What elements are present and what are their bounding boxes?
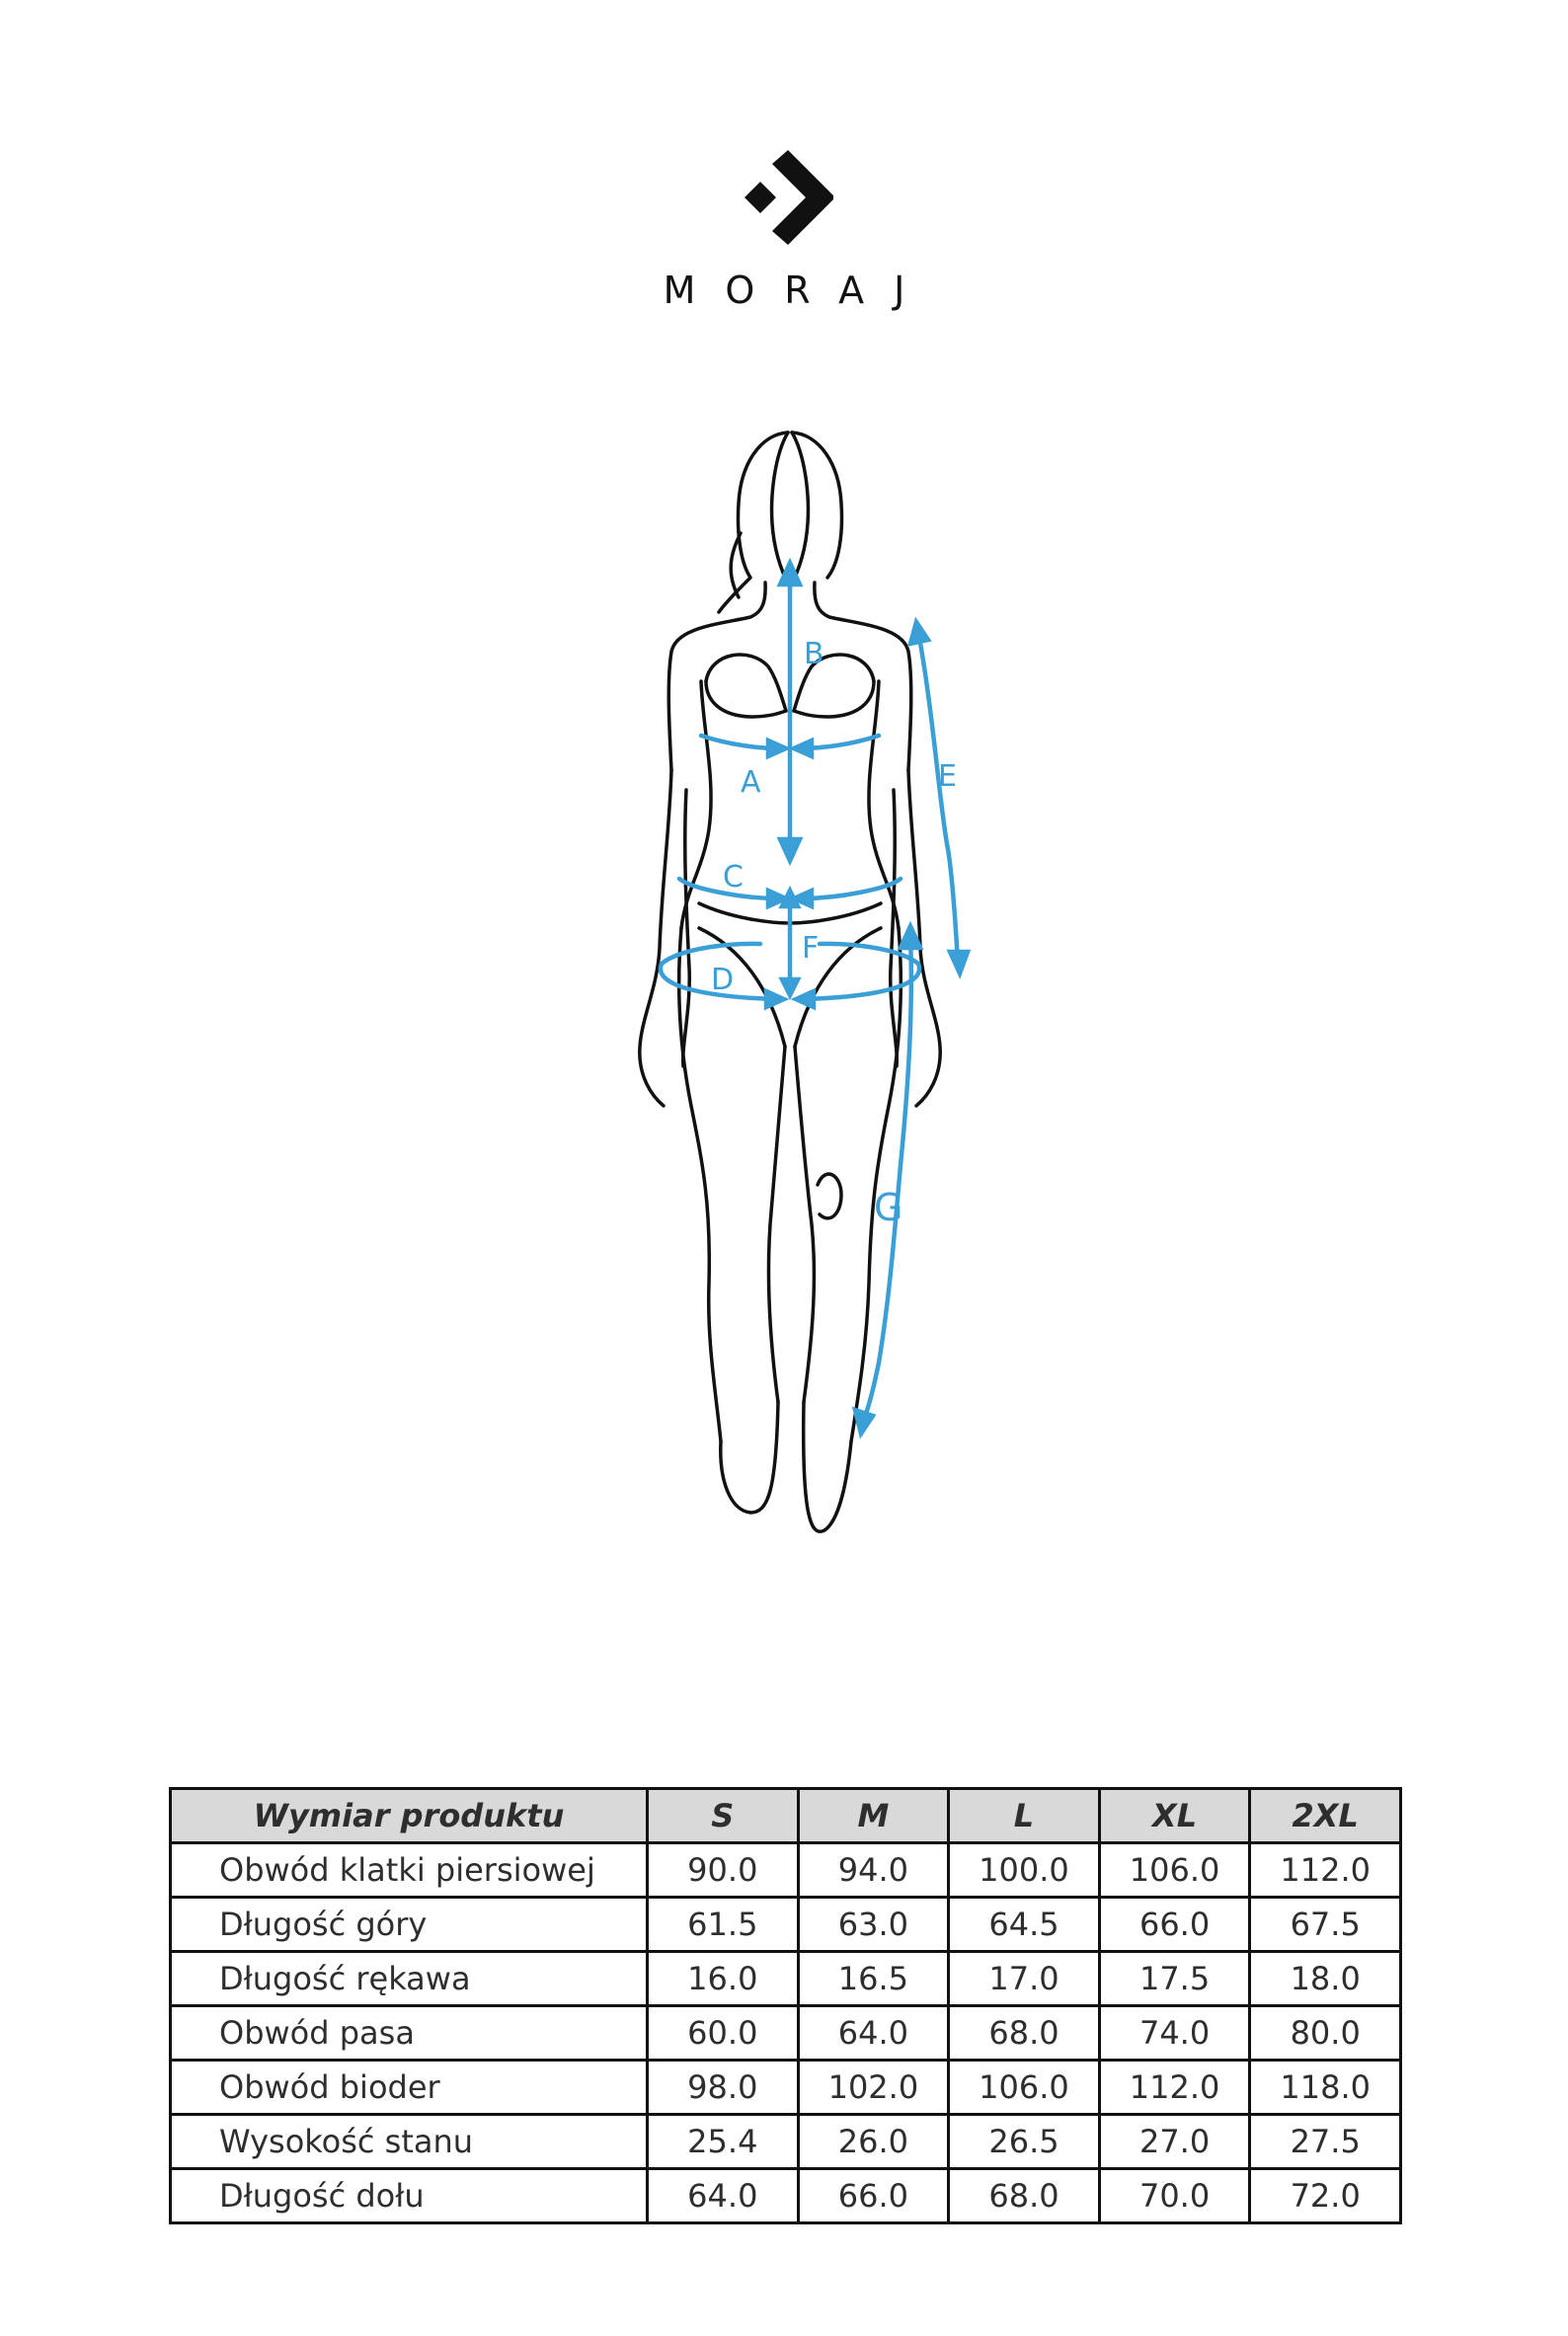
table-cell: 61.5	[648, 1898, 799, 1952]
table-header-row	[171, 1789, 1401, 1843]
measure-label-g: G	[874, 1186, 903, 1229]
table-cell: 67.5	[1250, 1898, 1401, 1952]
table-cell: 17.5	[1099, 1952, 1250, 2006]
table-cell: 118.0	[1250, 2061, 1401, 2115]
measure-label-c: C	[723, 860, 744, 895]
table-cell: 94.0	[798, 1843, 949, 1898]
table-cell: 66.0	[798, 2169, 949, 2223]
table-cell: 106.0	[1099, 1843, 1250, 1898]
row-label: Długość rękawa	[171, 1952, 648, 2006]
table-cell: 27.5	[1250, 2115, 1401, 2169]
table-row	[171, 2169, 1401, 2223]
measure-label-e: E	[938, 759, 957, 794]
table-cell: 25.4	[648, 2115, 799, 2169]
brand-name: MORAJ	[663, 269, 935, 312]
table-cell: 64.0	[648, 2169, 799, 2223]
table-cell: 18.0	[1250, 1952, 1401, 2006]
table-cell: 74.0	[1099, 2006, 1250, 2061]
table-row	[171, 1843, 1401, 1898]
table-cell: 16.5	[798, 1952, 949, 2006]
size-chart-table	[169, 1787, 1402, 2224]
table-cell: 98.0	[648, 2061, 799, 2115]
row-label: Obwód bioder	[171, 2061, 648, 2115]
table-cell: 17.0	[949, 1952, 1100, 2006]
table-cell: 16.0	[648, 1952, 799, 2006]
table-cell: 60.0	[648, 2006, 799, 2061]
table-cell: 26.5	[949, 2115, 1100, 2169]
female-body-measurement-figure	[592, 415, 987, 1580]
table-cell: 80.0	[1250, 2006, 1401, 2061]
measure-label-b: B	[804, 637, 824, 671]
table-cell: 68.0	[949, 2006, 1100, 2061]
table-row	[171, 1898, 1401, 1952]
table-cell: 68.0	[949, 2169, 1100, 2223]
row-label: Długość dołu	[171, 2169, 648, 2223]
table-row	[171, 2115, 1401, 2169]
table-cell: 90.0	[648, 1843, 799, 1898]
table-cell: 27.0	[1099, 2115, 1250, 2169]
header-size-m: M	[798, 1789, 949, 1843]
row-label: Obwód pasa	[171, 2006, 648, 2061]
table-cell: 66.0	[1099, 1898, 1250, 1952]
row-label: Długość góry	[171, 1898, 648, 1952]
table-cell: 106.0	[949, 2061, 1100, 2115]
header-size-xl: XL	[1099, 1789, 1250, 1843]
row-label: Wysokość stanu	[171, 2115, 648, 2169]
row-label: Obwód klatki piersiowej	[171, 1843, 648, 1898]
header-size-s: S	[648, 1789, 799, 1843]
table-cell: 112.0	[1250, 1843, 1401, 1898]
header-size-2xl: 2XL	[1250, 1789, 1401, 1843]
table-row	[171, 1952, 1401, 2006]
measure-label-a: A	[741, 765, 761, 800]
table-cell: 112.0	[1099, 2061, 1250, 2115]
table-cell: 70.0	[1099, 2169, 1250, 2223]
table-cell: 102.0	[798, 2061, 949, 2115]
arrow-chevron-logo-icon	[745, 148, 833, 247]
header-dimension: Wymiar produktu	[171, 1789, 648, 1843]
table-cell: 64.0	[798, 2006, 949, 2061]
table-cell: 64.5	[949, 1898, 1100, 1952]
measure-label-d: D	[711, 963, 735, 997]
measure-label-f: F	[802, 931, 820, 966]
table-cell: 63.0	[798, 1898, 949, 1952]
table-cell: 72.0	[1250, 2169, 1401, 2223]
table-cell: 100.0	[949, 1843, 1100, 1898]
table-row	[171, 2006, 1401, 2061]
table-row	[171, 2061, 1401, 2115]
header-size-l: L	[949, 1789, 1100, 1843]
table-cell: 26.0	[798, 2115, 949, 2169]
